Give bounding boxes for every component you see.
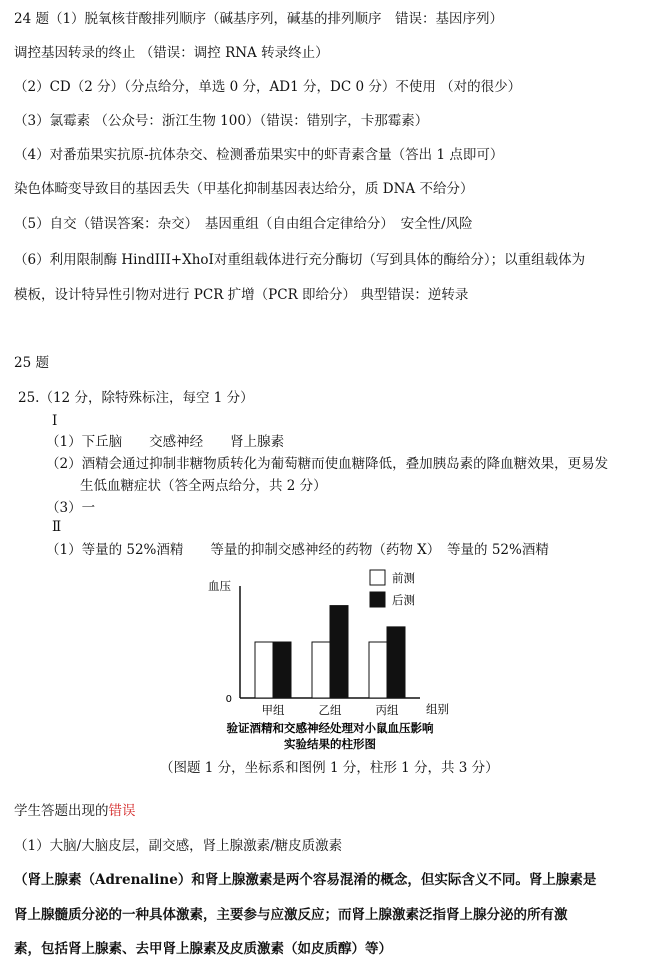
legend-swatch-2 [370,592,385,607]
legend-label-2: 后测 [392,593,415,607]
q24-line-8: （6）利用限制酶 HindIII+XhoI对重组载体进行充分酶切（写到具体的酶给分）；以重组载体为 [14,252,586,268]
q24-line-4: （3）氯霉素 （公众号：浙江生物 100）（错误：错别字，卡那霉素） [14,113,429,129]
errors-intro-prefix: 学生答题出现的 [14,803,109,819]
legend-swatch-1 [370,570,385,585]
bar-post-3 [387,627,405,698]
x-tick-label: 丙组 [375,703,399,717]
q25-header: 25.（12 分，除特殊标注，每空 1 分） [18,390,254,406]
q24-line-3: （2）CD（2 分）（分点给分，单选 0 分，AD1 分，DC 0 分）不使用 （对的很少） [14,79,522,95]
q25-part-1: Ⅰ [52,413,58,429]
chart-title-line-2: 实验结果的柱形图 [284,737,376,751]
q24-line-7: （5）自交（错误答案：杂交） 基因重组（自由组合定律给分） 安全性/风险 [14,216,473,232]
chart-scoring-note: （图题 1 分，坐标系和图例 1 分，柱形 1 分，共 3 分） [160,760,499,776]
errors-intro-highlight: 错误 [108,803,136,819]
error-note-line-2: 肾上腺髓质分泌的一种具体激素，主要参与应激反应；而肾上腺激素泛指肾上腺分泌的所有激 [14,907,568,923]
x-axis-label: 组别 [426,702,449,716]
q24-line-2: 调控基因转录的终止 （错误：调控 RNA 转录终止） [14,45,329,61]
origin-label: 0 [225,694,232,705]
blood-pressure-bar-chart [200,568,480,758]
bar-pre-3 [369,642,387,698]
q25-answer-2a: （2）酒精会通过抑制非糖物质转化为葡萄糖而使血糖降低，叠加胰岛素的降血糖效果，更易发 [46,456,609,472]
bar-post-2 [330,606,348,698]
error-note-line-1: （肾上腺素（Adrenaline）和肾上腺激素是两个容易混淆的概念，但实际含义不同。肾上腺素是 [14,872,597,888]
x-tick-label: 甲组 [261,703,285,717]
bar-post-1 [273,642,291,698]
x-tick-label: 乙组 [318,703,342,717]
bar-pre-2 [312,642,330,698]
legend-label-1: 前测 [392,571,415,585]
q24-line-5: （4）对番茄果实抗原-抗体杂交、检测番茄果实中的虾青素含量（答出 1 点即可） [14,147,504,163]
q24-line-6: 染色体畸变导致目的基因丢失（甲基化抑制基因表达给分，质 DNA 不给分） [14,181,474,197]
q24-line-9: 模板，设计特异性引物对进行 PCR 扩增（PCR 即给分） 典型错误：逆转录 [14,287,469,303]
chart-title-line-1: 验证酒精和交感神经处理对小鼠血压影响 [226,721,434,735]
q25-answer-1: （1）下丘脑 交感神经 肾上腺素 [46,434,285,450]
q25-answer-3: （3）一 [46,500,96,516]
q25-part-2: Ⅱ [52,519,62,535]
q24-line-1: 24 题（1）脱氧核苷酸排列顺序（碱基序列，碱基的排列顺序 错误：基因序列） [14,11,504,27]
error-line-1: （1）大脑/大脑皮层，副交感，肾上腺激素/糖皮质激素 [14,838,343,854]
bar-pre-1 [255,642,273,698]
q25-answer-2b: 生低血糖症状（答全两点给分，共 2 分） [80,478,327,494]
q25-b-answer-1: （1）等量的 52%酒精 等量的抑制交感神经的药物（药物 X） 等量的 52%酒精 [46,542,549,558]
q25-title: 25 题 [14,355,49,371]
y-axis-label: 血压 [208,579,231,593]
errors-intro [14,802,136,820]
error-note-line-3: 素，包括肾上腺素、去甲肾上腺素及皮质激素（如皮质醇）等） [14,941,392,957]
